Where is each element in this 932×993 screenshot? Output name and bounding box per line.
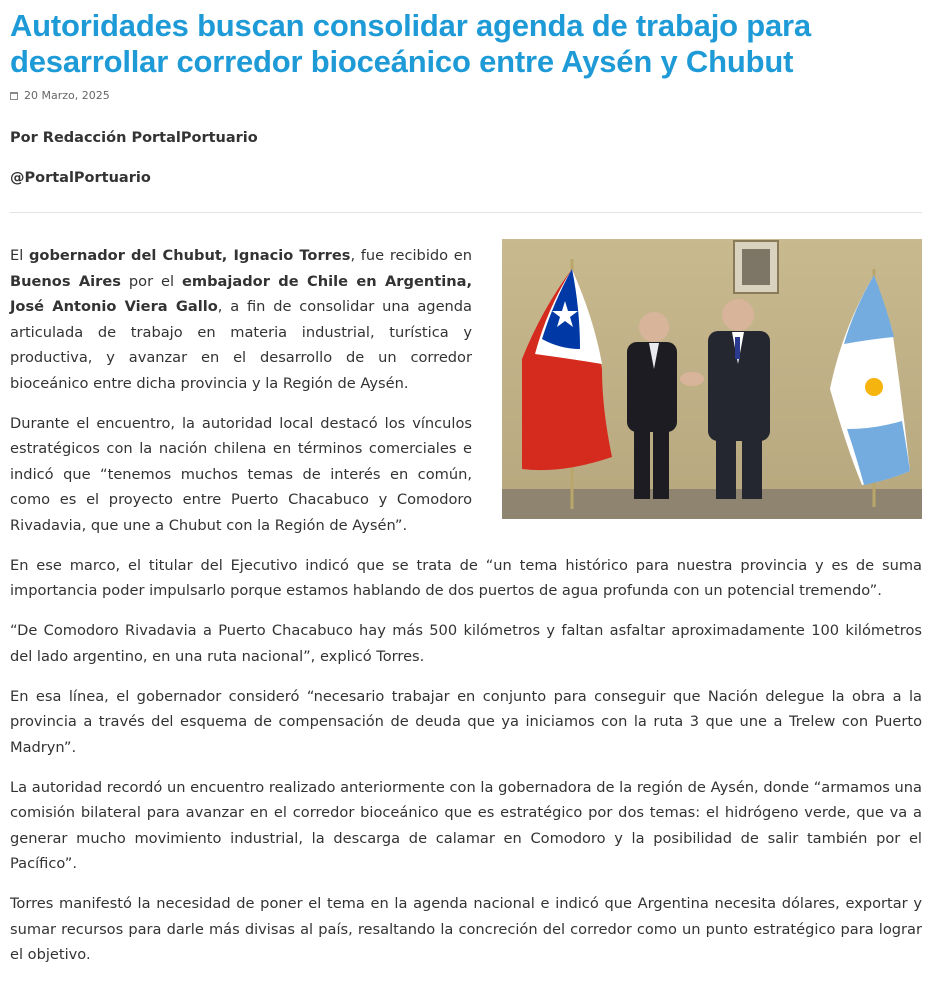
article-photo[interactable]	[502, 239, 922, 519]
paragraph-3: En ese marco, el titular del Ejecutivo indicó que se trata de “un tema histórico para nuestra provincia y es de suma importancia poder impulsarlo porque estamos hablando de dos puertos de agua profunda con un potencial tremendo”.	[10, 556, 922, 599]
paragraph-2: Durante el encuentro, la autoridad local destacó los vínculos estratégicos con la nación chilena en términos comerciales e indicó que “tenemos muchos temas de interés en común, como es el proyecto entre Puerto Chacabuco y Comodoro Rivadavia, que une a Chubut con la Región de Aysén”.	[10, 414, 472, 534]
byline: Por Redacción PortalPortuario	[10, 130, 258, 146]
p1-bold-city: Buenos Aires	[10, 272, 121, 290]
date-text: 20 Marzo, 2025	[24, 89, 110, 102]
article-title: Autoridades buscan consolidar agenda de trabajo para desarrollar corredor bioceánico entre Aysén y Chubut	[10, 8, 811, 79]
p1-text-3: por el	[120, 272, 182, 290]
divider	[10, 212, 922, 213]
author-handle[interactable]: @PortalPortuario	[10, 170, 151, 186]
p1-text-4: , a fin de consolidar una agenda articulada de trabajo en materia industrial, turística y productiva, y avanzar en el desarrollo de un corredor bioceánico entre dicha provincia y la Región de Aysén.	[10, 298, 473, 392]
paragraph-4: “De Comodoro Rivadavia a Puerto Chacabuco hay más 500 kilómetros y faltan asfaltar aproximadamente 100 kilómetros del lado argentino, en una ruta nacional”, explicó Torres.	[10, 622, 922, 665]
p1-text-1: El	[10, 247, 29, 264]
paragraph-7: Torres manifestó la necesidad de poner el tema en la agenda nacional e indicó que Argentina necesita dólares, exportar y sumar recursos para darle más divisas al país, resaltando la concreción del corredor como un punto estratégico para lograr el objetivo.	[10, 895, 922, 963]
p1-bold-governor: gobernador del Chubut, Ignacio Torres	[28, 247, 351, 264]
p1-text-2: , fue recibido en	[350, 247, 472, 264]
p1-bold-ambassador: embajador de Chile en Argentina, José Antonio Viera Gallo	[10, 272, 472, 315]
photo-handshake-image	[502, 239, 922, 519]
calendar-icon	[10, 92, 18, 100]
paragraph-5: En esa línea, el gobernador consideró “necesario trabajar en conjunto para conseguir que Nación delegue la obra a la provincia a través del esquema de compensación de deuda que ya iniciamos con la ruta 3 que une a Trelew con Puerto Madryn”.	[10, 687, 922, 756]
paragraph-6: La autoridad recordó un encuentro realizado anteriormente con la gobernadora de la región de Aysén, donde “armamos una comisión bilateral para avanzar en el corredor bioceánico que es estratégico por dos temas: el hidrógeno verde, que va a generar mucho movimiento industrial, la descarga de calamar en Comodoro y la posibilidad de salir también por el Pacífico”.	[10, 778, 922, 872]
article-body	[10, 243, 922, 968]
article-date	[10, 89, 922, 102]
